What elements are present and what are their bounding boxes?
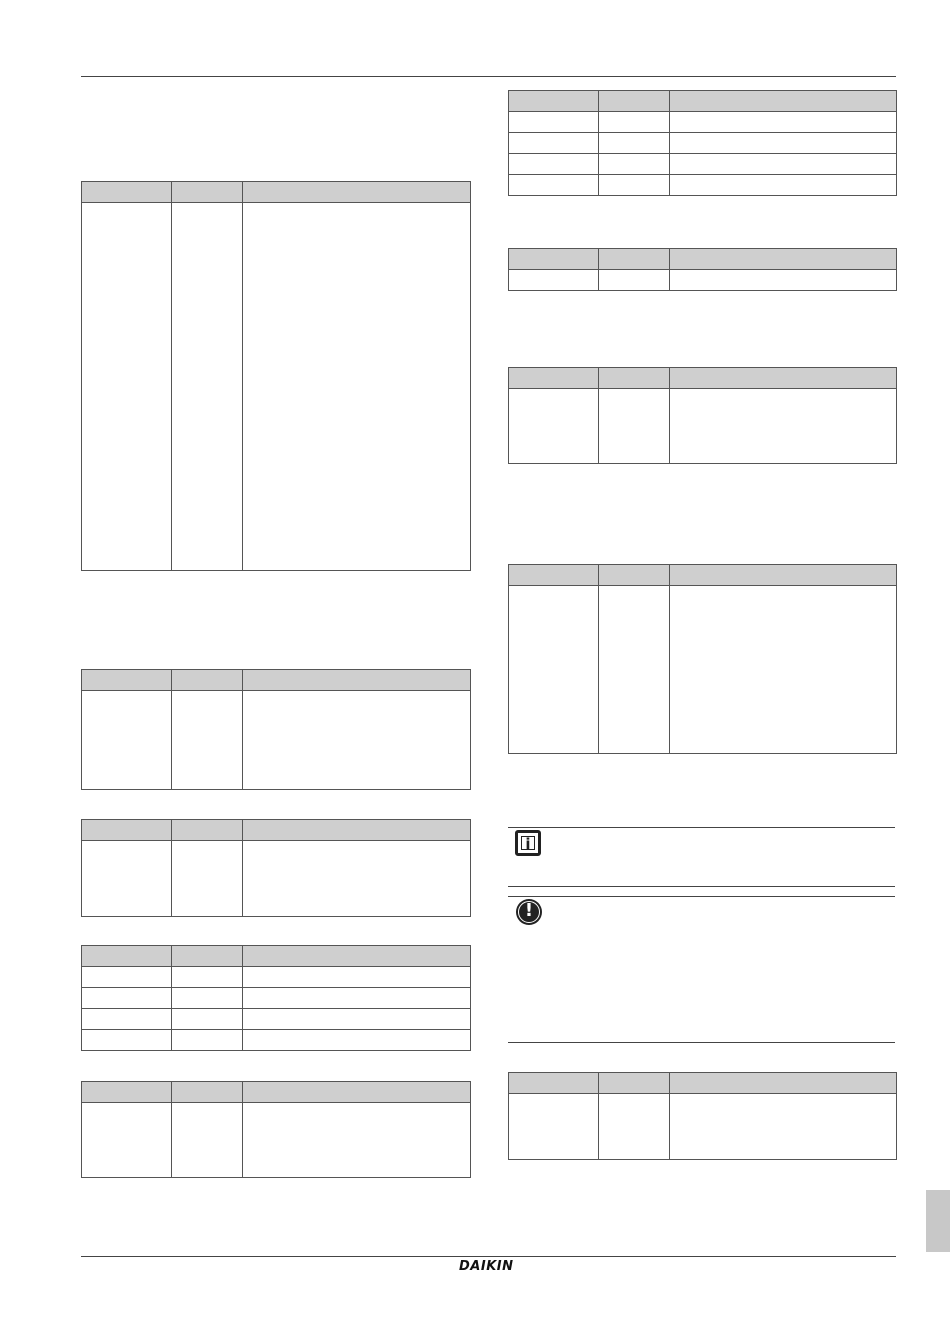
table-right-5 — [508, 1072, 897, 1160]
table-row — [509, 175, 897, 196]
warning-icon-glyph: ! — [524, 900, 534, 921]
table-row — [509, 1094, 897, 1160]
table-row — [509, 389, 897, 464]
table-header-row — [509, 249, 897, 270]
table-row — [509, 133, 897, 154]
table-header-row — [509, 91, 897, 112]
table-left-5 — [81, 1081, 471, 1178]
warning-note-rule-bottom — [508, 1042, 895, 1043]
table-header-row — [509, 1073, 897, 1094]
table-header-row — [82, 820, 471, 841]
table-left-3 — [81, 819, 471, 917]
table-right-2 — [508, 248, 897, 291]
table-row — [82, 1103, 471, 1178]
chapter-tab — [926, 1190, 950, 1252]
table-header-row — [82, 946, 471, 967]
brand-logo: DAIKIN — [459, 1259, 514, 1274]
table-header-row — [82, 670, 471, 691]
info-icon — [515, 830, 541, 856]
table-left-2 — [81, 669, 471, 790]
table-header-row — [82, 1082, 471, 1103]
table-row — [509, 154, 897, 175]
table-right-1 — [508, 90, 897, 196]
info-icon-glyph: i — [525, 835, 531, 853]
table-row — [82, 841, 471, 917]
table-row — [82, 203, 471, 571]
table-row — [509, 270, 897, 291]
table-row — [509, 586, 897, 754]
table-header-row — [509, 368, 897, 389]
warning-note-rule-top — [508, 896, 895, 897]
table-row — [509, 112, 897, 133]
info-note-rule-bottom — [508, 886, 895, 887]
table-left-1 — [81, 181, 471, 571]
info-note-rule-top — [508, 827, 895, 828]
table-left-4 — [81, 945, 471, 1051]
table-row — [82, 1009, 471, 1030]
table-row — [82, 691, 471, 790]
warning-icon — [516, 899, 542, 925]
table-right-4 — [508, 564, 897, 754]
table-header-row — [82, 182, 471, 203]
table-row — [82, 967, 471, 988]
table-row — [82, 1030, 471, 1051]
table-row — [82, 988, 471, 1009]
table-right-3 — [508, 367, 897, 464]
footer-rule — [81, 1256, 896, 1257]
table-header-row — [509, 565, 897, 586]
header-rule — [81, 76, 896, 77]
